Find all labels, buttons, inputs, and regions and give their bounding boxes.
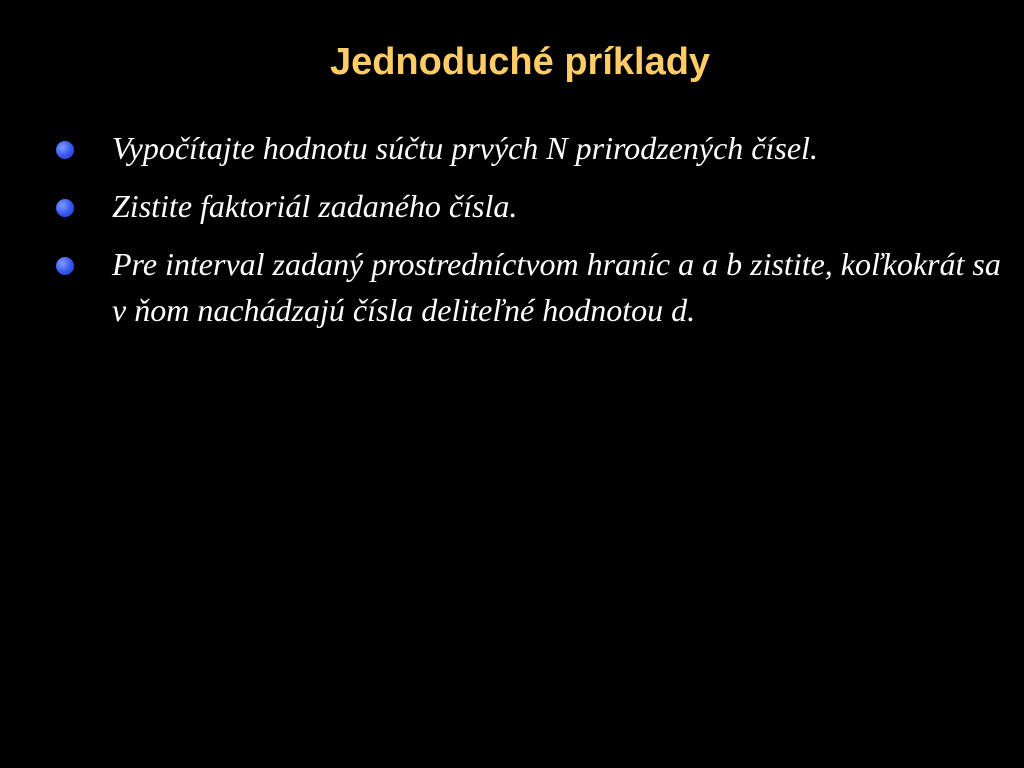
bullet-item-2 xyxy=(0,183,1024,229)
bullet-dot-icon xyxy=(56,199,74,217)
bullet-text: Zistite faktoriál zadaného čísla. xyxy=(112,188,518,224)
bullet-text: Pre interval zadaný prostredníctvom hraníc a a b zistite, koľkokrát sa v ňom nachádzajú čísla deliteľné hodnotou d. xyxy=(112,246,1001,328)
bullet-dot-icon xyxy=(56,257,74,275)
bullet-item-3 xyxy=(0,241,1024,333)
bullet-list xyxy=(0,125,1024,345)
slide-title: Jednoduché príklady xyxy=(329,41,711,83)
bullet-dot-icon xyxy=(56,141,74,159)
bullet-item-1 xyxy=(0,125,1024,171)
bullet-text: Vypočítajte hodnotu súčtu prvých N prirodzených čísel. xyxy=(112,130,818,166)
